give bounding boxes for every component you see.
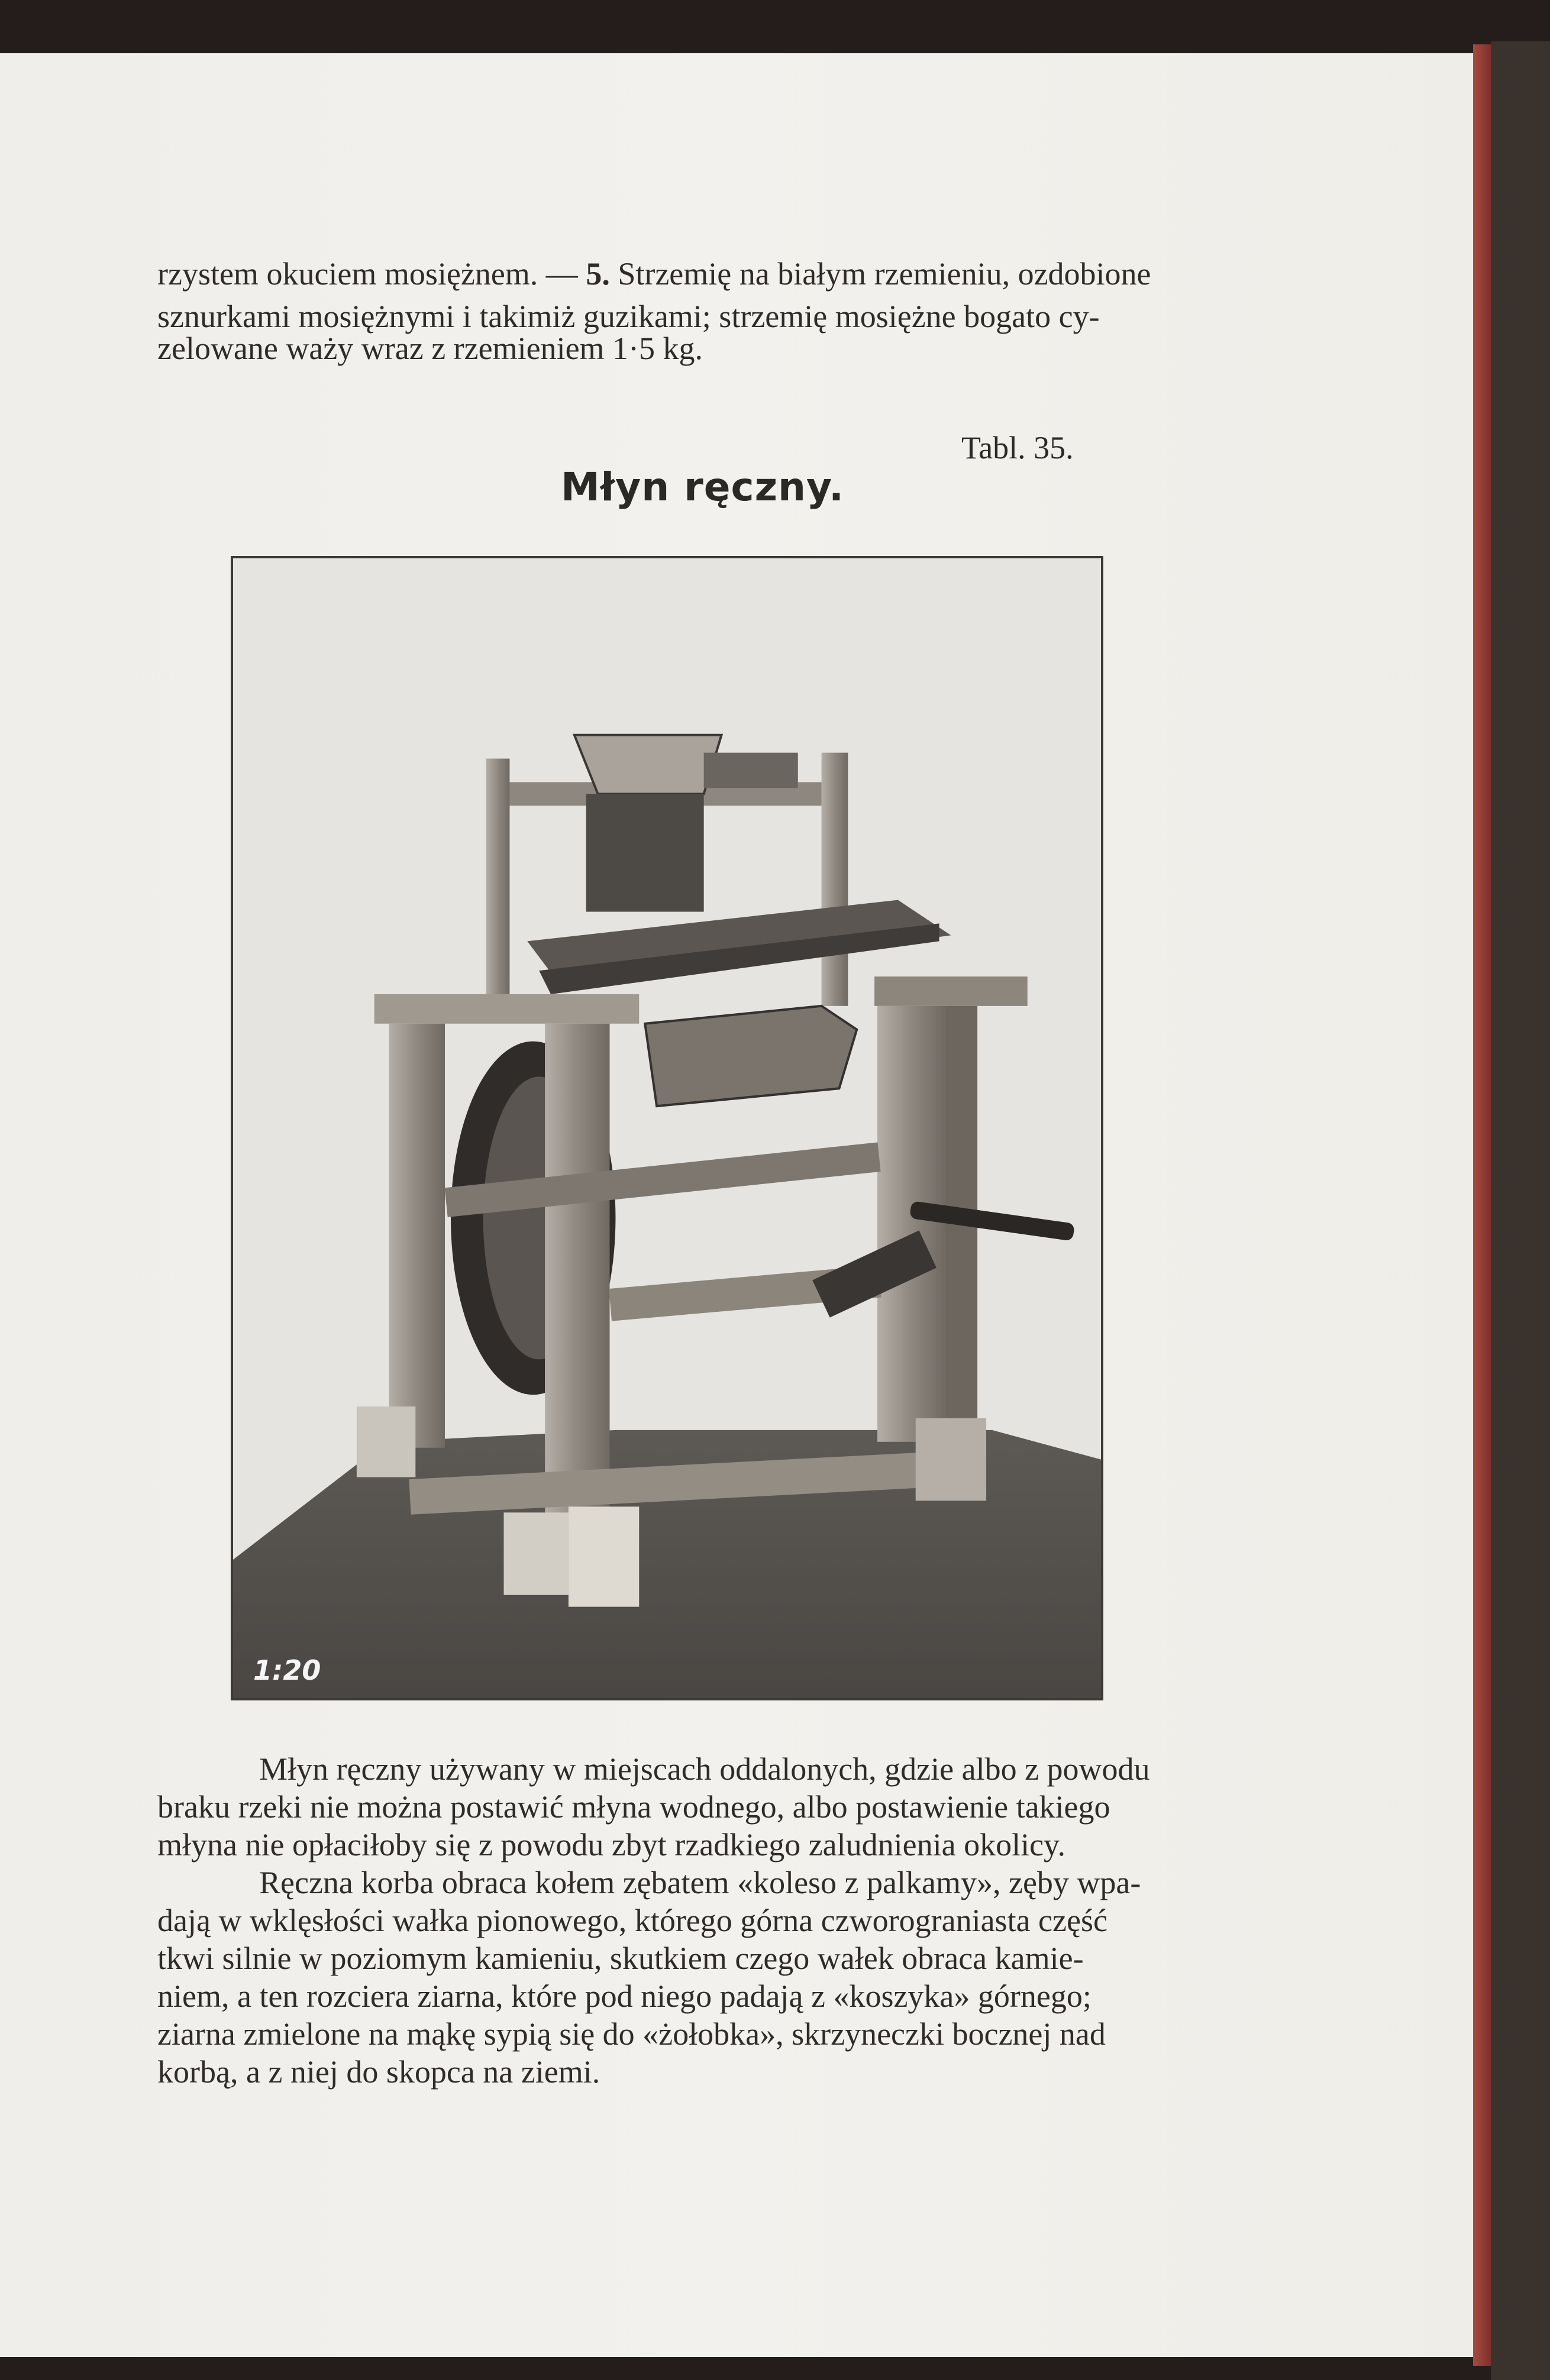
text-line: Młyn ręczny używany w miejscach oddalonych, gdzie albo z powodu: [259, 1751, 1150, 1787]
book-cover: [1491, 41, 1550, 2380]
text-line: zelowane waży wraz z rzemieniem 1·5 kg.: [157, 331, 703, 366]
text-line: dają w wklęsłości wałka pionowego, którego górna czworograniasta część: [157, 1903, 1107, 1938]
text-line: niem, a ten rozciera ziarna, które pod niego padają z «koszyka» górnego;: [157, 1978, 1092, 2014]
section-title: Młyn ręczny.: [561, 464, 845, 510]
scale-label: 1:20: [253, 1654, 321, 1686]
text-line: korbą, a z niej do skopca na ziemi.: [157, 2054, 600, 2090]
plate-label: Tabl. 35.: [961, 430, 1074, 465]
hand-mill-photo: [231, 556, 1103, 1700]
text-line: braku rzeki nie można postawić młyna wodnego, albo postawienie takiego: [157, 1789, 1110, 1825]
text-line: tkwi silnie w poziomym kamieniu, skutkiem czego wałek obraca kamie-: [157, 1941, 1084, 1976]
text-line: rzystem okuciem mosiężnem. — 5. Strzemię na białym rzemieniu, ozdobione: [157, 256, 1151, 292]
cover-edge: [1473, 44, 1491, 2366]
text-line: ziarna zmielone na mąkę sypią się do «żołobka», skrzyneczki bocznej nad: [157, 2016, 1106, 2052]
text-line: sznurkami mosiężnymi i takimiż guzikami; strzemię mosiężne bogato cy-: [157, 299, 1100, 334]
text-line: Ręczna korba obraca kołem zębatem «koleso z palkamy», zęby wpa-: [259, 1865, 1141, 1900]
text-line: młyna nie opłaciłoby się z powodu zbyt rzadkiego zaludnienia okolicy.: [157, 1827, 1066, 1862]
hand-mill-illustration: [233, 558, 1101, 1698]
